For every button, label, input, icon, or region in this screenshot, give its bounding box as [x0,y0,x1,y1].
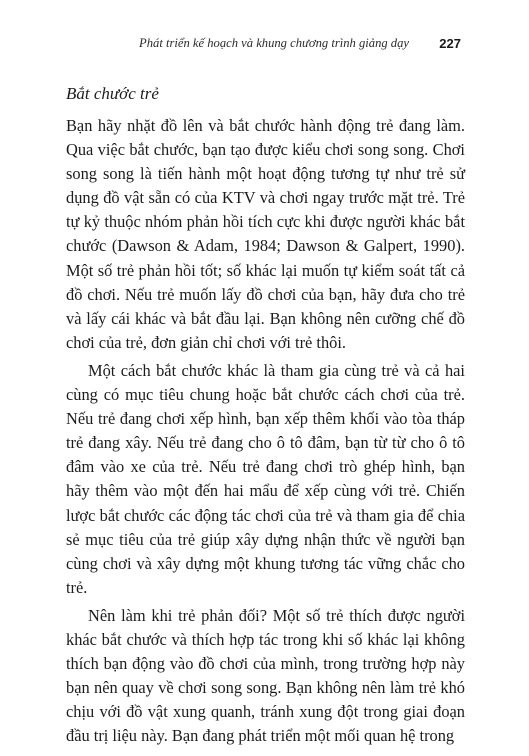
paragraph-2: Một cách bắt chước khác là tham gia cùng trẻ và cả hai cùng có mục tiêu chung hoặc bắt chước cách chơi của trẻ. Nếu trẻ đang chơi xếp hình, bạn xếp thêm khối vào tòa tháp trẻ đang xây. Nếu trẻ đang cho ô tô đâm, bạn từ từ cho ô tô đâm vào xe của trẻ. Nếu trẻ đang chơi trò ghép hình, bạn hãy thêm vào một đến hai mẩu để xếp cùng với trẻ. Chiến lược bắt chước các động tác chơi của trẻ và tham gia để chia sẻ mục tiêu của trẻ giúp xây dựng nhận thức về người bạn cùng chơi và xây dựng một khung tương tác vững chắc cho trẻ. [66,360,465,597]
paragraph-3: Nên làm khi trẻ phản đối? Một số trẻ thích được người khác bắt chước và thích hợp tác trong khi số khác lại không thích bạn động vào đồ chơi của mình, trong trường hợp này bạn nên quay về chơi song song. Bạn không nên làm trẻ khó chịu với đồ vật xung quanh, tránh xung đột trong giai đoạn đầu trị liệu này. Bạn đang phát triển một mối quan hệ trong [66,605,465,746]
paragraph-1: Bạn hãy nhặt đồ lên và bắt chước hành động trẻ đang làm. Qua việc bắt chước, bạn tạo được kiểu chơi song song. Chơi song song là tiến hành một hoạt động tương tự như trẻ sử dụng đồ vật sẵn có của KTV và chơi ngay trước mặt trẻ. Trẻ tự kỷ thuộc nhóm phản hồi tích cực khi được người khác bắt chước (Dawson & Adam, 1984; Dawson & Galpert, 1990). Một số trẻ phản hồi tốt; số khác lại muốn tự kiểm soát tất cả đồ chơi. Nếu trẻ muốn lấy đồ chơi của bạn, hãy đưa cho trẻ và lấy cái khác và bắt đầu lại. Bạn không nên cưỡng chế đồ chơi của trẻ, đơn giản chỉ chơi với trẻ thôi. [66,116,465,352]
section-heading: Bắt chước trẻ [66,84,159,103]
page-number: 227 [439,36,461,51]
page-header [0,36,529,56]
running-title: Phát triển kế hoạch và khung chương trình giảng dạy [139,36,409,50]
body-text [66,114,465,748]
